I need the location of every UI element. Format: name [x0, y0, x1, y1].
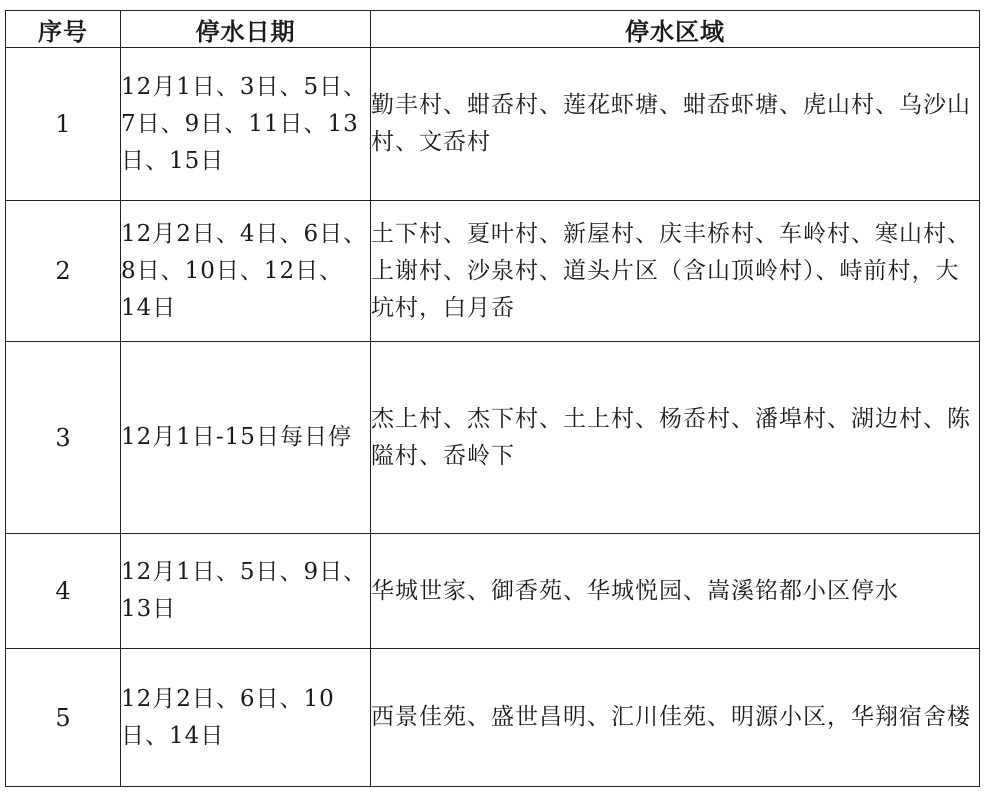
water-outage-table	[5, 10, 980, 787]
serial-number-cell: 2	[6, 201, 121, 342]
table-row	[6, 201, 980, 342]
outage-date-cell: 12月1日、3日、5日、7日、9日、11日、13日、15日	[121, 48, 371, 201]
header-outage-date: 停水日期	[121, 11, 371, 48]
table-row	[6, 48, 980, 201]
outage-area-cell: 西景佳苑、盛世昌明、汇川佳苑、明源小区，华翔宿舍楼	[371, 649, 980, 787]
serial-number-cell: 5	[6, 649, 121, 787]
table-row	[6, 649, 980, 787]
outage-area-cell: 土下村、夏叶村、新屋村、庆丰桥村、车岭村、寒山村、上谢村、沙泉村、道头片区（含山顶岭村）、峙前村，大坑村，白月岙	[371, 201, 980, 342]
outage-date-cell: 12月1日、5日、9日、13日	[121, 534, 371, 649]
header-outage-area: 停水区域	[371, 11, 980, 48]
serial-number-cell: 3	[6, 342, 121, 534]
table-row	[6, 342, 980, 534]
outage-date-cell: 12月1日-15日每日停	[121, 342, 371, 534]
outage-area-cell: 勤丰村、蚶岙村、莲花虾塘、蚶岙虾塘、虎山村、乌沙山村、文岙村	[371, 48, 980, 201]
serial-number-cell: 4	[6, 534, 121, 649]
serial-number-cell: 1	[6, 48, 121, 201]
header-serial-number: 序号	[6, 11, 121, 48]
outage-date-cell: 12月2日、6日、10日、14日	[121, 649, 371, 787]
outage-date-cell: 12月2日、4日、6日、8日、10日、12日、14日	[121, 201, 371, 342]
outage-area-cell: 华城世家、御香苑、华城悦园、嵩溪铭都小区停水	[371, 534, 980, 649]
table-row	[6, 534, 980, 649]
header-row	[6, 11, 980, 48]
outage-area-cell: 杰上村、杰下村、土上村、杨岙村、潘埠村、湖边村、陈隘村、岙岭下	[371, 342, 980, 534]
